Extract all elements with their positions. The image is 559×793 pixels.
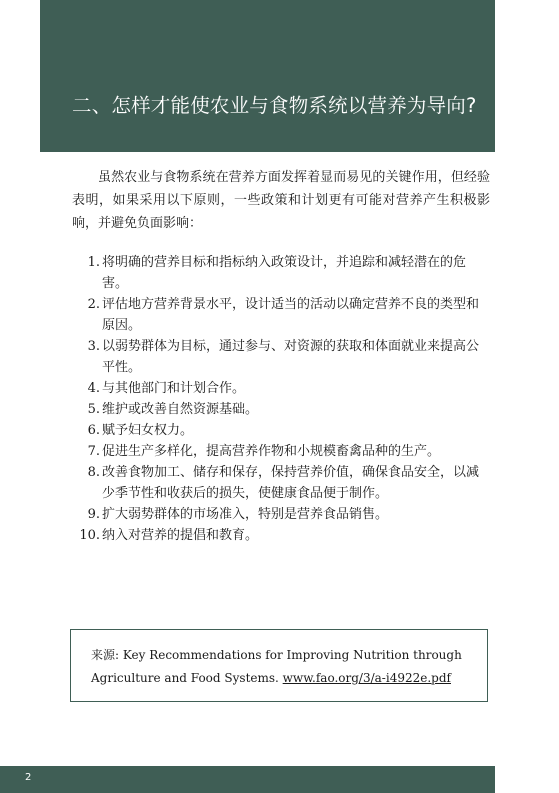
page-number: 2: [25, 772, 32, 783]
list-item-number: 2.: [87, 297, 100, 312]
list-item-number: 10.: [79, 528, 100, 543]
list-item-text: 与其他部门和计划合作。: [102, 381, 246, 396]
header-banner: [40, 0, 495, 152]
list-item-text: 维护或改善自然资源基础。: [102, 402, 259, 417]
list-item: [78, 294, 490, 336]
list-item-text: 促进生产多样化，提高营养作物和小规模畜禽品种的生产。: [102, 444, 441, 459]
list-item-text: 扩大弱势群体的市场准入，特别是营养食品销售。: [102, 507, 389, 522]
list-item: [78, 420, 490, 441]
list-item: [78, 252, 490, 294]
list-item: [78, 441, 490, 462]
page-title: 二、怎样才能使农业与食物系统以营养为导向?: [72, 94, 477, 117]
principles-list: [78, 252, 490, 546]
list-item: [78, 525, 490, 546]
list-item: [78, 462, 490, 504]
source-link[interactable]: www.fao.org/3/a-i4922e.pdf: [282, 671, 451, 685]
footer-bar: [0, 766, 495, 793]
list-item: [78, 378, 490, 399]
list-item-text: 将明确的营养目标和指标纳入政策设计，并追踪和减轻潜在的危害。: [102, 255, 467, 291]
source-box: [70, 629, 488, 702]
list-item-number: 7.: [87, 444, 100, 459]
list-item-text: 改善食物加工、储存和保存，保持营养价值，确保食品安全，以减少季节性和收获后的损失，使健康食品便于制作。: [102, 465, 480, 501]
list-item: [78, 504, 490, 525]
list-item: [78, 336, 490, 378]
source-text: 来源: Key Recommendations for Improving Nutrition through Agriculture and Food Systems.: [91, 648, 462, 685]
list-item-number: 9.: [87, 507, 100, 522]
list-item-text: 赋予妇女权力。: [102, 423, 194, 438]
list-item-text: 纳入对营养的提倡和教育。: [102, 528, 259, 543]
list-item-text: 评估地方营养背景水平，设计适当的活动以确定营养不良的类型和原因。: [102, 297, 480, 333]
list-item-text: 以弱势群体为目标，通过参与、对资源的获取和体面就业来提高公平性。: [102, 339, 480, 375]
list-item: [78, 399, 490, 420]
list-item-number: 4.: [87, 381, 100, 396]
list-item-number: 6.: [87, 423, 100, 438]
intro-paragraph: 虽然农业与食物系统在营养方面发挥着显而易见的关键作用，但经验表明，如果采用以下原则，一些政策和计划更有可能对营养产生积极影响，并避免负面影响：: [72, 170, 490, 231]
list-item-number: 1.: [87, 255, 100, 270]
list-item-number: 5.: [87, 402, 100, 417]
list-item-number: 8.: [87, 465, 100, 480]
list-item-number: 3.: [87, 339, 100, 354]
